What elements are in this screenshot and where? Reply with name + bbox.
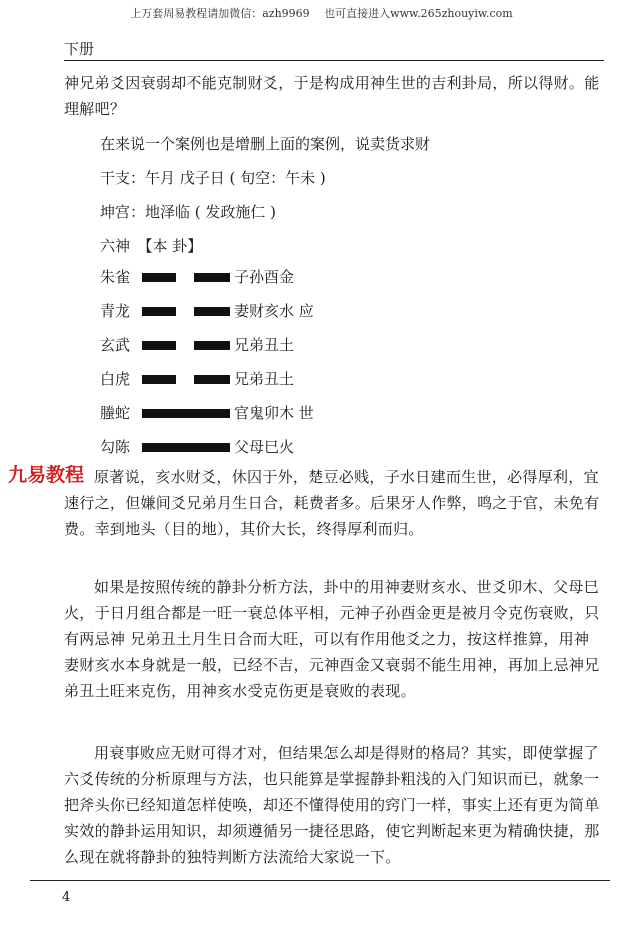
watermark-logo: 九易教程 bbox=[8, 464, 85, 486]
page-number: 4 bbox=[62, 890, 71, 905]
yin-line-segment bbox=[194, 273, 230, 282]
yang-line bbox=[142, 443, 230, 452]
spirit-label: 螣蛇 bbox=[100, 404, 131, 422]
yao-label: 兄弟丑土 bbox=[234, 336, 295, 354]
spirit-label: 玄武 bbox=[100, 336, 131, 354]
top-rule bbox=[64, 60, 604, 61]
volume-label: 下册 bbox=[64, 40, 95, 58]
paragraph-1: 神兄弟爻因衰弱却不能克制财爻，于是构成用神生世的吉利卦局，所以得财。能理解吧？ bbox=[64, 74, 600, 118]
bottom-rule bbox=[30, 880, 610, 881]
hexagram-header: 六神 【本 卦】 bbox=[100, 237, 203, 255]
spirit-label: 勾陈 bbox=[100, 438, 131, 456]
palace-line: 坤宫：地泽临 ( 发政施仁 ) bbox=[100, 203, 277, 221]
yao-label: 子孙酉金 bbox=[234, 268, 295, 286]
spirit-label: 青龙 bbox=[100, 302, 131, 320]
yang-line bbox=[142, 409, 230, 418]
spirit-label: 朱雀 bbox=[100, 268, 131, 286]
spirit-label: 白虎 bbox=[100, 370, 131, 388]
yin-line-segment bbox=[142, 307, 176, 316]
paragraph-3: 如果是按照传统的静卦分析方法，卦中的用神妻财亥水、世爻卯木、父母巳火，于日月组合都是一旺一衰总体平相，元神子孙酉金更是被月令克伤衰败，只有两忌神 兄弟丑土月生日合而大旺，可以有作用他爻之力，按这样推算，用神妻财亥水本身就是一般，已经不吉，元神酉金又衰弱不能生用神，再加上忌神兄弟丑土旺来克伤，用神亥水受克伤更是衰败的表现。 bbox=[64, 578, 600, 700]
paragraph-4: 用衰事败应无财可得才对，但结果怎么却是得财的格局？其实，即使掌握了六爻传统的分析原理与方法，也只能算是掌握静卦粗浅的入门知识而已，就象一把斧头你已经知道怎样使唤，却还不懂得使用的窍门一样，事实上还有更为简单实效的静卦运用知识，却须遵循另一捷径思路，使它判断起来更为精确快捷，那么现在就将静卦的独特判断方法流给大家说一下。 bbox=[64, 744, 600, 866]
yin-line-segment bbox=[194, 375, 230, 384]
yin-line-segment bbox=[142, 273, 176, 282]
page-header: 上万套周易教程请加微信：azh9969 也可直接进入www.265zhouyiw.com bbox=[130, 7, 513, 20]
yin-line-segment bbox=[194, 307, 230, 316]
case-intro: 在来说一个案例也是增删上面的案例，说卖货求财 bbox=[100, 135, 431, 153]
paragraph-2: 原著说，亥水财爻，休囚于外，楚豆必贱，子水日建而生世，必得厚利，宜速行之，但嫌间爻兄弟月生日合，耗费者多。后果牙人作弊，鸣之于官，未免有费。幸到地头（目的地），其价大长，终得厚利而归。 bbox=[64, 468, 600, 538]
yao-label: 兄弟丑土 bbox=[234, 370, 295, 388]
yin-line-segment bbox=[142, 341, 176, 350]
yao-label: 父母巳火 bbox=[234, 438, 295, 456]
yao-label: 妻财亥水 应 bbox=[234, 302, 314, 320]
yin-line-segment bbox=[142, 375, 176, 384]
yin-line-segment bbox=[194, 341, 230, 350]
ganzhi-line: 干支：午月 戊子日 ( 旬空：午未 ) bbox=[100, 169, 326, 187]
yao-label: 官鬼卯木 世 bbox=[234, 404, 314, 422]
